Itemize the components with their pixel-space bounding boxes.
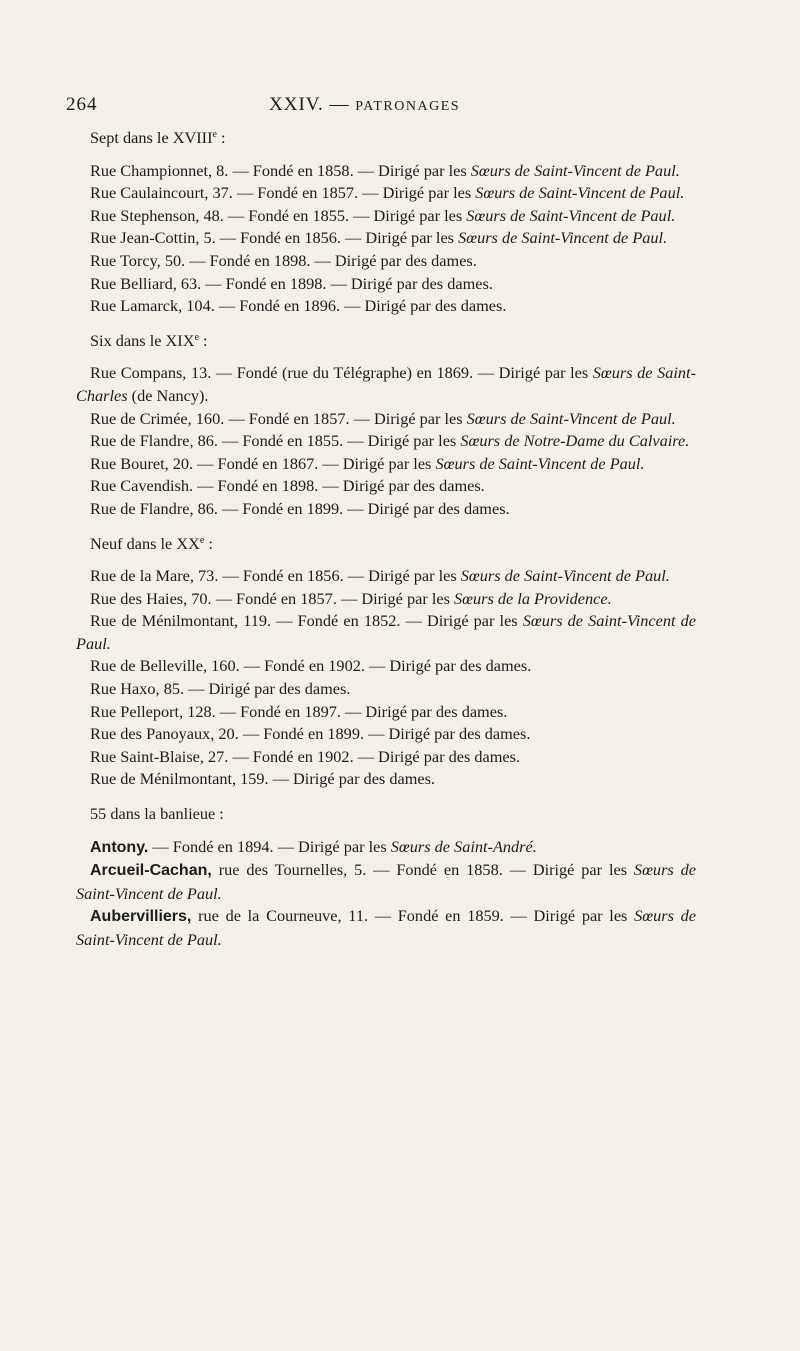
entry-text: Rue Jean-Cottin, 5. — Fondé en 1856. — Dirigé par les (90, 228, 459, 248)
section-heading-colon: : (204, 533, 213, 553)
entry-text: Rue Stephenson, 48. — Fondé en 1855. — Dirigé par les (90, 205, 467, 225)
section-heading-text: Neuf dans le XX (90, 533, 200, 553)
entry-text: Rue de la Mare, 73. — Fondé en 1856. — Dirigé par les (90, 566, 461, 586)
entry-text: Rue des Panoyaux, 20. — Fondé en 1899. — Dirigé par des dames. (90, 724, 531, 744)
entry-congregation: Sœurs de Saint-Charles (76, 363, 697, 405)
entry-list (76, 160, 696, 318)
entry-text: Rue Compans, 13. — Fondé (rue du Télégraphe) en 1869. — Dirigé par les (90, 363, 593, 383)
entry-text: Rue Haxo, 85. — Dirigé par des dames. (90, 679, 351, 699)
entry-place: Arcueil-Cachan, (90, 862, 212, 880)
entry (76, 273, 696, 296)
entry-congregation: Sœurs de Saint-Vincent de Paul. (76, 906, 696, 949)
section-heading (76, 127, 696, 150)
entry-text: Rue Torcy, 50. — Fondé en 1898. — Dirigé par des dames. (90, 250, 477, 270)
entry-text: Rue Bouret, 20. — Fondé en 1867. — Dirigé par les (90, 453, 436, 473)
entry-text: Rue de Flandre, 86. — Fondé en 1855. — Dirigé par les (90, 431, 461, 451)
section-heading-colon: : (216, 128, 226, 147)
entry-text: Rue de Belleville, 160. — Fondé en 1902. — Dirigé par des dames. (90, 656, 532, 676)
entry (76, 498, 696, 521)
entry (76, 475, 696, 498)
section-heading-text: 55 dans la banlieue (90, 804, 216, 824)
entry (76, 408, 696, 431)
entry-text: Rue de Ménilmontant, 159. — Dirigé par des dames. (90, 769, 435, 789)
entry-congregation: Sœurs de Saint-Vincent de Paul. (76, 860, 696, 903)
entry-text: Rue de Ménilmontant, 119. — Fondé en 1852. — Dirigé par les (90, 611, 523, 631)
entry-text: Rue des Haies, 70. — Fondé en 1857. — Dirigé par les (90, 588, 454, 608)
entry-congregation: Sœurs de Saint-Vincent de Paul. (466, 408, 676, 428)
entry (76, 610, 696, 655)
entry-text: Rue Pelleport, 128. — Fondé en 1897. — Dirigé par des dames. (90, 701, 508, 721)
entry (76, 836, 696, 860)
entry-text: rue des Tournelles, 5. — Fondé en 1858. — Dirigé par les (211, 860, 634, 880)
entry-list (76, 362, 696, 520)
section-heading (76, 330, 696, 353)
entry-text: — Fondé en 1894. — Dirigé par les (148, 836, 391, 856)
running-title (269, 90, 460, 122)
entry (76, 746, 696, 769)
entry-text-after: (de Nancy). (127, 385, 209, 405)
entry-place: Antony. (90, 838, 149, 856)
entry (76, 701, 696, 724)
entry-congregation: Sœurs de Saint-Vincent de Paul. (475, 183, 685, 203)
chapter-title: PATRONAGES (355, 99, 461, 114)
entry (76, 227, 696, 250)
entry (76, 362, 696, 407)
entry-text: Rue Championnet, 8. — Fondé en 1858. — Dirigé par les (90, 160, 471, 180)
entry-text: Rue Belliard, 63. — Fondé en 1898. — Dirigé par des dames. (90, 273, 493, 293)
page-body (76, 127, 696, 952)
entry-congregation: Sœurs de Saint-Vincent de Paul. (460, 566, 670, 586)
entry (76, 655, 696, 678)
entry-place: Aubervilliers, (90, 908, 192, 926)
section-heading (76, 533, 696, 556)
entry-congregation: Sœurs de Saint-Vincent de Paul. (435, 453, 645, 473)
entry-congregation: Sœurs de Saint-Vincent de Paul. (470, 160, 680, 180)
entry-text: Rue de Crimée, 160. — Fondé en 1857. — Dirigé par les (90, 408, 467, 428)
entry (76, 205, 696, 228)
entry-text: Rue Saint-Blaise, 27. — Fondé en 1902. — Dirigé par des dames. (90, 746, 521, 766)
entry-text: Rue Caulaincourt, 37. — Fondé en 1857. — Dirigé par les (90, 183, 476, 203)
entry (76, 565, 696, 588)
entry-congregation: Sœurs de Saint-André. (390, 836, 537, 856)
entry-congregation: Sœurs de la Providence. (454, 588, 612, 608)
entry-text: Rue Cavendish. — Fondé en 1898. — Dirigé par des dames. (90, 476, 485, 496)
entry-list (76, 565, 696, 791)
running-header (66, 90, 702, 120)
entry (76, 250, 696, 273)
section-heading-text: Sept dans le XVIII (90, 128, 213, 147)
entry (76, 859, 696, 905)
entry-congregation: Sœurs de Saint-Vincent de Paul. (458, 228, 668, 248)
entry-congregation: Sœurs de Saint-Vincent de Paul. (466, 205, 676, 225)
section-heading-colon: : (215, 804, 224, 824)
entry (76, 768, 696, 791)
entry (76, 588, 696, 611)
entry (76, 430, 696, 453)
entry (76, 182, 696, 205)
entry (76, 295, 696, 318)
entry-text: rue de la Courneuve, 11. — Fondé en 1859. — Dirigé par les (191, 906, 635, 926)
section-heading-sup: e (194, 331, 199, 343)
entry-list (76, 836, 696, 952)
entry (76, 160, 696, 183)
entry-congregation: Sœurs de Saint-Vincent de Paul. (76, 611, 696, 653)
entry-text: Rue de Flandre, 86. — Fondé en 1899. — Dirigé par des dames. (90, 498, 510, 518)
chapter-number: XXIV. — (269, 94, 350, 115)
entry (76, 905, 696, 951)
section-heading-sup: e (212, 129, 217, 140)
page-number: 264 (66, 94, 98, 115)
section-heading (76, 803, 696, 826)
section-heading-text: Six dans le XIX (90, 330, 195, 350)
section-heading-colon: : (198, 330, 208, 350)
entry-text: Rue Lamarck, 104. — Fondé en 1896. — Dirigé par des dames. (90, 296, 507, 316)
entry (76, 678, 696, 701)
entry-congregation: Sœurs de Notre-Dame du Calvaire. (460, 431, 690, 451)
section-heading-sup: e (199, 534, 205, 546)
entry (76, 453, 696, 476)
entry (76, 723, 696, 746)
